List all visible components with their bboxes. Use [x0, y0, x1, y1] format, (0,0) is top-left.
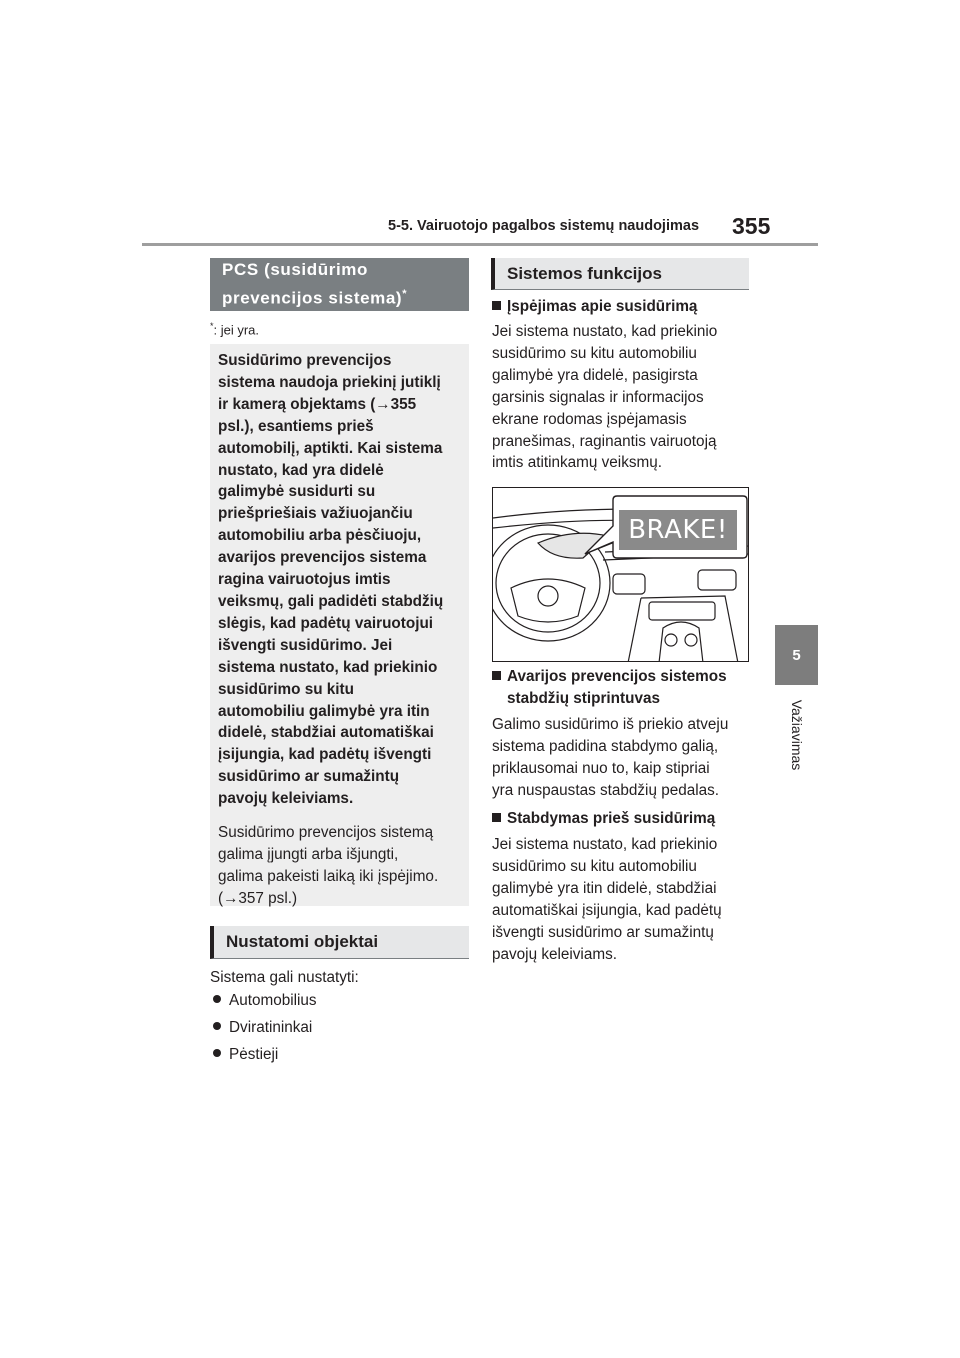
pcs-description-note: Susidūrimo prevencijos sistemą galima įjungti arba išjungti, galima pakeisti laiką iki įspėjimo. (→357 psl.): [218, 824, 439, 907]
pre-collision-braking-title: [492, 808, 715, 830]
list-item-text: Pėstieji: [229, 1046, 279, 1063]
brake-warning-illustration: [492, 487, 749, 662]
pre-collision-braking-text: Jei sistema nustato, kad priekinio susidūrimo su kitu automobiliu galimybė yra itin didelė, stabdžiai automatiškai įsijungia, kad padėtų išvengti susidūrimo ar sumažintų pavojų keleiviams.: [492, 836, 722, 963]
square-bullet: [492, 301, 501, 310]
objects-intro: Sistema gali nustatyti:: [210, 969, 359, 986]
brake-warning-text: BRAKE!: [628, 515, 728, 545]
section-title: 5-5. Vairuotojo pagalbos sistemų naudojimas: [388, 218, 700, 234]
functions-heading: [491, 258, 749, 290]
bullet-dot: [213, 1022, 221, 1030]
bullet-dot: [213, 1049, 221, 1057]
objects-heading: [210, 926, 469, 959]
collision-warning-title: [492, 296, 697, 318]
square-bullet: [492, 671, 501, 680]
brake-assist-text: Galimo susidūrimo iš priekio atveju sistema padidina stabdymo galią, priklausomai nuo to, kaip stipriai yra nuspaustas stabdžių pedalas.: [492, 716, 729, 799]
collision-warning-text: Jei sistema nustato, kad priekinio susidūrimo su kitu automobiliu galimybė yra didelė, pasigirsta garsinis signalas ir informacijos ekrane rodomas įspėjamasis pranešimas, raginantis vairuotoją imtis atitinkamų veiksmų.: [492, 323, 718, 472]
pcs-heading-line1: PCS (susidūrimo: [222, 260, 368, 280]
footnote-text: : jei yra.: [213, 322, 260, 338]
list-item-text: Automobilius: [229, 992, 317, 1009]
pre-collision-braking-title-text: Stabdymas prieš susidūrimą: [507, 810, 716, 827]
list-item-text: Dviratininkai: [229, 1019, 313, 1036]
page-number: 355: [732, 213, 771, 239]
pcs-heading: [210, 258, 469, 311]
pcs-description-box: [210, 344, 469, 906]
bullet-dot: [213, 995, 221, 1003]
square-bullet: [492, 813, 501, 822]
header-rule: [142, 243, 818, 246]
chapter-label-text: Važiavimas: [789, 699, 805, 771]
footnote-mark: *: [210, 321, 214, 331]
chapter-label: [782, 690, 812, 780]
objects-heading-text: Nustatomi objektai: [226, 932, 379, 951]
list-item: [213, 1044, 278, 1066]
pcs-heading-line2-text: prevencijos sistema): [222, 288, 403, 308]
footnote: [210, 321, 259, 337]
brake-assist-title-text: Avarijos prevencijos sistemos stabdžių stiprintuvas: [507, 668, 727, 707]
brake-assist-title: [492, 666, 727, 710]
list-item: [213, 990, 317, 1012]
pcs-heading-mark: *: [402, 288, 408, 301]
pcs-heading-line2: [222, 282, 407, 311]
pcs-heading-text: [222, 258, 407, 311]
collision-warning-title-text: Įspėjimas apie susidūrimą: [507, 298, 698, 315]
chapter-tab: 5: [775, 625, 818, 685]
functions-heading-text: Sistemos funkcijos: [507, 263, 662, 283]
pcs-description-bold: Susidūrimo prevencijos sistema naudoja priekinį jutiklį ir kamerą objektams (→355 psl.), esantiems prieš automobilį, aptikti. Kai sistema nustato, kad yra didelė galimybė susidurti su priešpriešiais važiuojančiu automobiliu arba pėsčiuoju, avarijos prevencijos sistema ragina vairuotojus imtis veiksmų, gali padidėti stabdžių slėgis, kad padėtų vairuotojui išvengti susidūrimo. Jei sistema nustato, kad priekinio susidūrimo su kitu automobiliu galimybė yra itin didelė, stabdžiai automatiškai įsijungia, kad padėtų išvengti susidūrimo ar sumažintų pavojų keleiviams.: [218, 352, 444, 808]
list-item: [213, 1017, 312, 1039]
